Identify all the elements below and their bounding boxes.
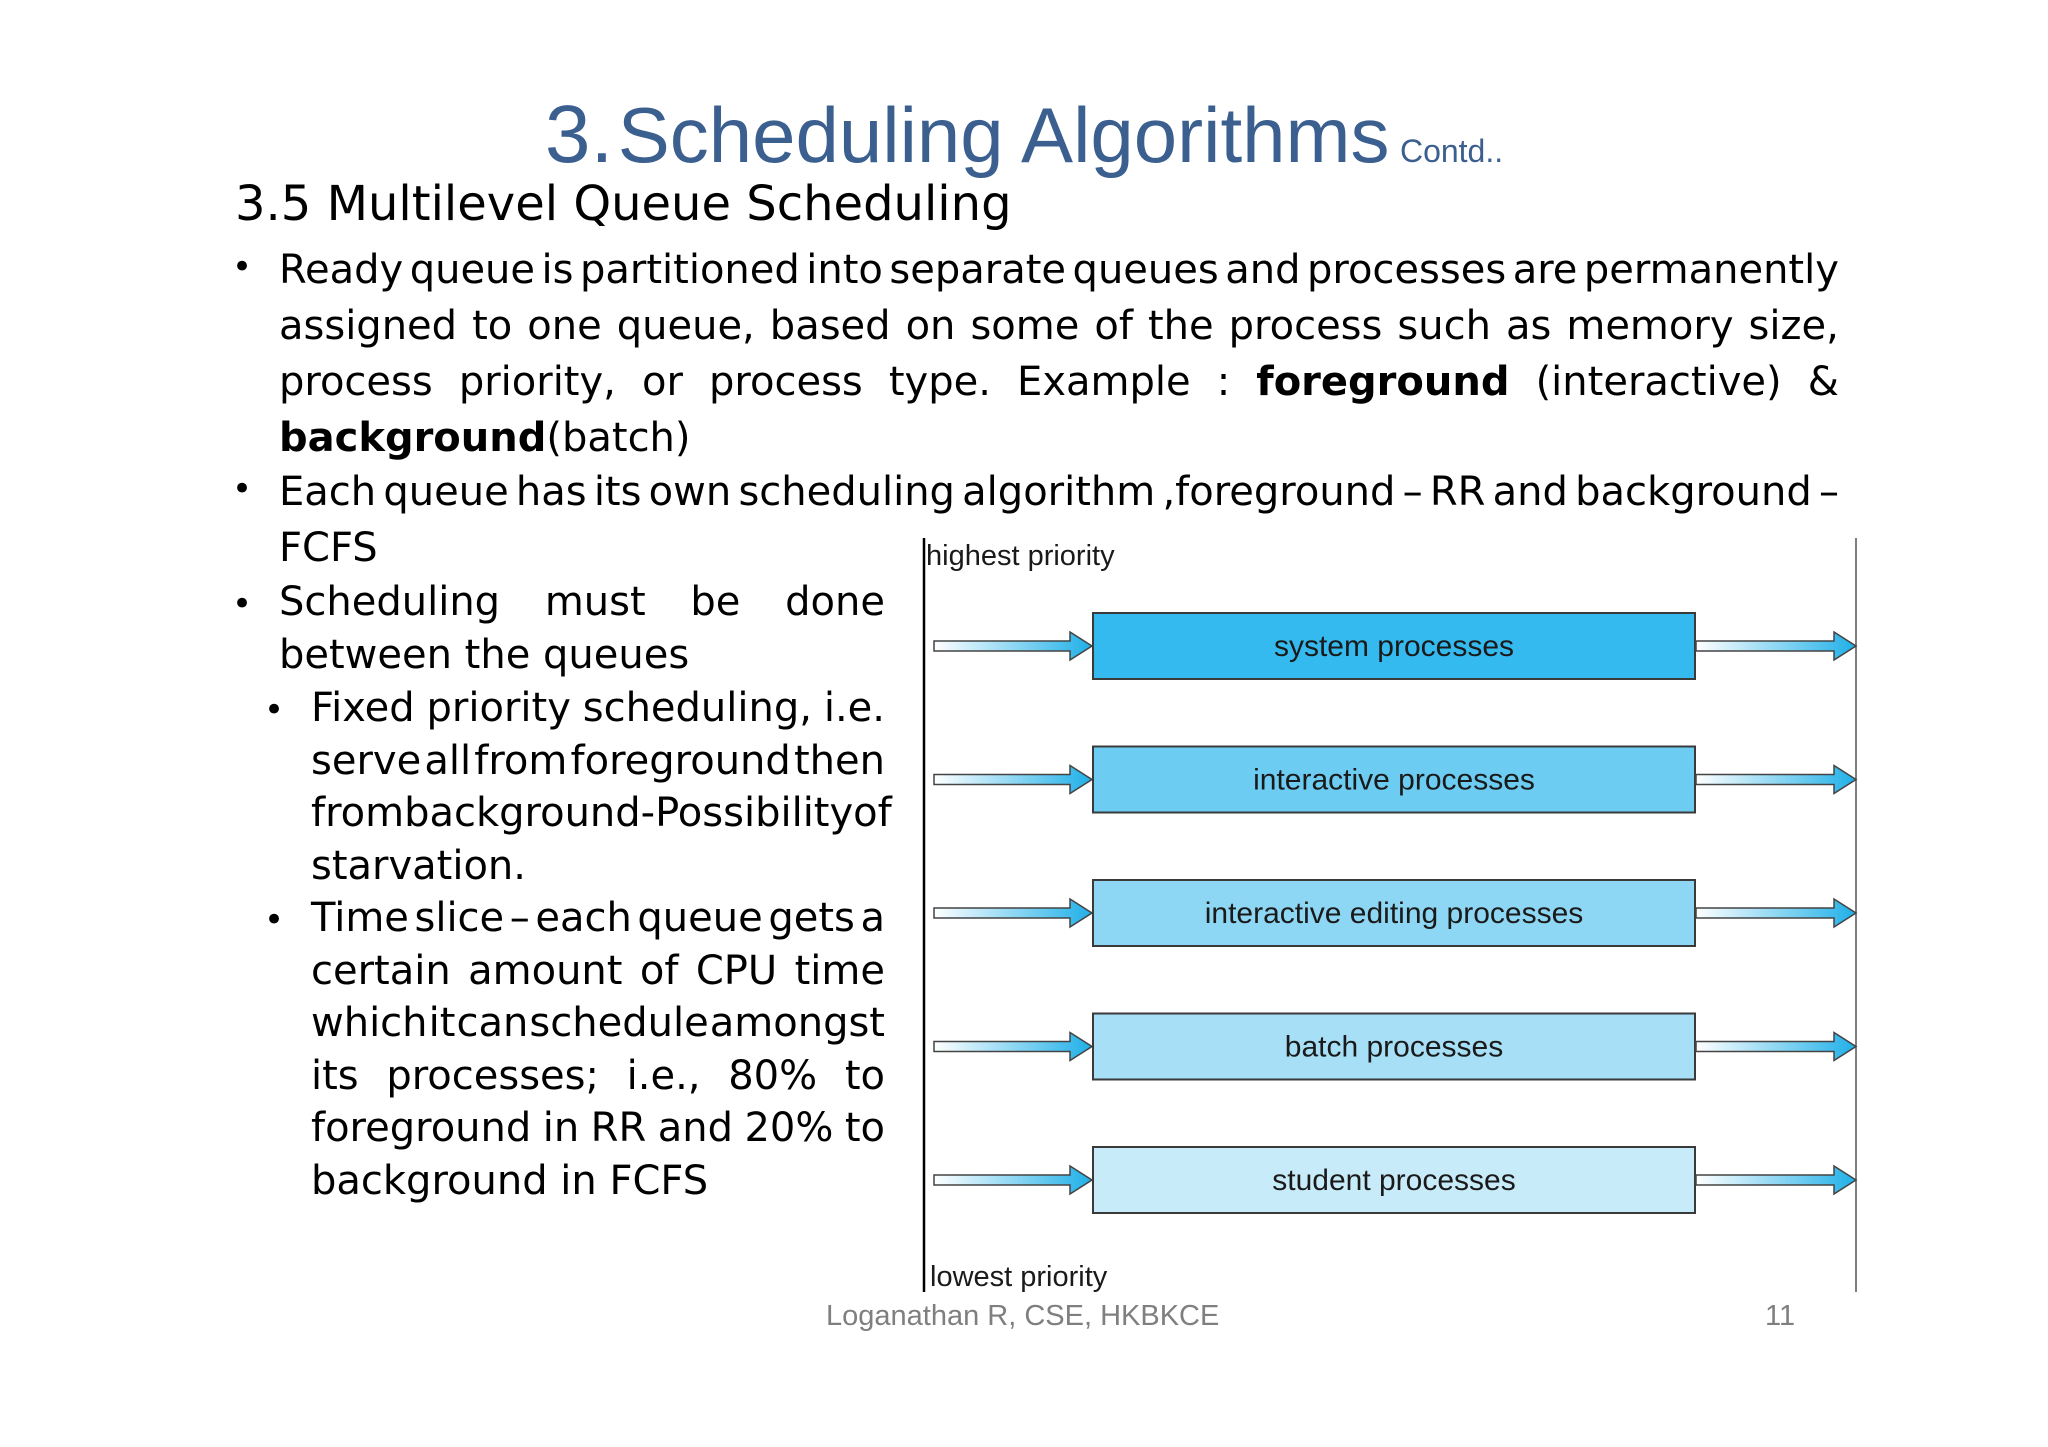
word: priority: [426, 685, 571, 731]
queue-out-arrow: [1696, 1033, 1856, 1061]
multilevel-queue-diagram: [920, 530, 1870, 1300]
queue-out-arrow: [1696, 899, 1856, 927]
sub-bullet-dot: •: [264, 690, 285, 730]
word: on: [905, 303, 956, 349]
word: to: [844, 1052, 885, 1099]
word: the: [1147, 303, 1214, 349]
section-heading: 3.5 Multilevel Queue Scheduling: [235, 176, 1012, 232]
word: amount: [468, 947, 623, 994]
word: background: [1575, 469, 1812, 515]
word: is: [541, 247, 574, 293]
bullet-dot: •: [232, 469, 253, 509]
word: –: [1402, 469, 1423, 515]
lowest-priority-label: lowest priority: [930, 1261, 1108, 1293]
word: can: [456, 1000, 529, 1046]
bullet-2-line-2-text: FCFS: [279, 525, 378, 571]
word: gets: [768, 895, 855, 941]
word: which: [311, 1000, 428, 1046]
word: it: [428, 1000, 456, 1046]
sub-bullet-2: [311, 892, 885, 1207]
word: Fixed: [311, 685, 415, 731]
word: queue,: [616, 303, 755, 349]
word: schedule: [529, 1000, 709, 1046]
sub-bullet-2-line-3: [311, 997, 885, 1050]
word: CPU: [695, 947, 778, 994]
word: one: [527, 303, 602, 349]
word: amongst: [709, 1000, 885, 1046]
word: Example: [1017, 359, 1191, 405]
word: processes: [1307, 247, 1507, 293]
sub-bullet-1-line-2: [311, 735, 885, 788]
word: Ready: [279, 247, 404, 293]
word: of: [853, 790, 892, 836]
bullet-3-line-2-text: between the queues: [279, 631, 690, 678]
queue-list: [934, 613, 1856, 1213]
word: all: [424, 737, 472, 784]
word: process: [1228, 303, 1383, 349]
slide-title: [0, 88, 2048, 182]
word: partitioned: [580, 247, 800, 293]
word: own: [648, 469, 732, 515]
word: –: [509, 895, 530, 941]
word: assigned: [279, 303, 458, 349]
queue-label: student processes: [1272, 1164, 1516, 1197]
bullet-dot: •: [232, 584, 253, 624]
bullet-3-line-1: [279, 576, 885, 629]
sub-bullet-2-line-5: [311, 1102, 885, 1155]
bullet-2-line-1: [279, 464, 1839, 520]
word: each: [535, 895, 632, 941]
word: certain: [311, 947, 451, 994]
word: its: [593, 469, 642, 515]
title-contd: Contd..: [1399, 133, 1504, 169]
word: scheduling: [738, 469, 955, 515]
title-text: Scheduling Algorithms: [617, 91, 1390, 179]
sub-bullet-dot: •: [264, 900, 285, 940]
word: serve: [311, 737, 422, 784]
word: some: [970, 303, 1080, 349]
footer-page-number: 11: [1765, 1300, 1796, 1332]
word: to: [844, 1105, 885, 1151]
queue-label: interactive processes: [1253, 763, 1535, 797]
word: into: [806, 247, 883, 293]
word: slice: [414, 895, 505, 941]
word: priority,: [458, 359, 616, 405]
queue-label: system processes: [1273, 630, 1515, 663]
title-number: 3.: [544, 89, 614, 180]
word: queues: [1072, 247, 1219, 293]
bullet-3: [279, 576, 885, 681]
highest-priority-label: highest priority: [926, 540, 1115, 572]
queue-out-arrow: [1696, 766, 1856, 794]
word: foreground: [311, 1105, 532, 1151]
word: then: [793, 737, 885, 784]
sub-bullet-2-line-6-text: background in FCFS: [311, 1157, 709, 1204]
word: must: [544, 579, 646, 625]
queue-out-arrow: [1696, 1166, 1856, 1194]
word: process: [709, 359, 863, 405]
queue-in-arrow: [934, 1166, 1092, 1194]
word: Time: [311, 895, 409, 941]
word: queue: [637, 895, 763, 941]
word: and: [1225, 247, 1301, 293]
word: –: [1818, 469, 1839, 515]
queue-in-arrow: [934, 632, 1092, 660]
word: queue: [409, 247, 536, 293]
bullet-1: [279, 242, 1839, 466]
bullet-1-line-4-rest: (batch): [546, 415, 691, 461]
word: 20%: [744, 1105, 834, 1151]
word: are: [1512, 247, 1578, 293]
word: algorithm: [962, 469, 1156, 515]
sub-bullet-1: [311, 682, 892, 892]
word: and: [1492, 469, 1568, 515]
word: (interactive): [1535, 359, 1782, 405]
word: Scheduling: [279, 579, 501, 625]
word: RR: [1429, 469, 1486, 515]
word: done: [785, 579, 885, 625]
word: of: [639, 947, 679, 994]
sub-bullet-2-line-6: [311, 1155, 885, 1208]
word: type.: [888, 359, 991, 405]
word: be: [690, 579, 741, 625]
word: ,foreground: [1162, 469, 1396, 515]
word: foreground: [570, 737, 791, 784]
word: Possibility: [655, 790, 854, 836]
word: such: [1397, 303, 1491, 349]
word: processes;: [386, 1052, 599, 1099]
bullet-1-line-1: [279, 242, 1839, 298]
footer-author: Loganathan R, CSE, HKBKCE: [826, 1300, 1220, 1332]
sub-bullet-2-line-4: [311, 1050, 885, 1103]
word: a: [860, 895, 885, 941]
bold-foreground: foreground: [1256, 359, 1510, 405]
queue-in-arrow: [934, 1033, 1092, 1061]
bullet-1-line-2: [279, 298, 1839, 354]
word: time: [794, 947, 885, 994]
word: to: [472, 303, 513, 349]
bullet-dot: •: [232, 247, 253, 287]
bold-background: background: [279, 415, 547, 461]
word: i.e.: [823, 685, 885, 731]
word: and: [657, 1105, 733, 1151]
word: permanently: [1583, 247, 1839, 293]
word: has: [515, 469, 587, 515]
bullet-1-line-4: [279, 410, 1839, 466]
word: separate: [889, 247, 1067, 293]
word: or: [642, 359, 683, 405]
word: scheduling,: [582, 685, 812, 731]
word: &: [1807, 359, 1839, 405]
sub-bullet-2-line-2: [311, 945, 885, 998]
sub-bullet-1-line-1: [311, 682, 885, 735]
sub-bullet-1-line-4: [311, 840, 885, 893]
word: process: [279, 359, 433, 405]
word: Each: [279, 469, 377, 515]
word: 80%: [728, 1052, 818, 1099]
word: as: [1505, 303, 1552, 349]
word: in: [542, 1105, 580, 1151]
queue-label: interactive editing processes: [1204, 897, 1584, 930]
word: its: [311, 1052, 359, 1099]
word: RR: [590, 1105, 647, 1151]
word: from: [311, 790, 405, 836]
word: i.e.,: [626, 1052, 701, 1099]
word: queue: [383, 469, 509, 515]
word: size,: [1748, 303, 1839, 349]
queue-in-arrow: [934, 766, 1092, 794]
bullet-1-line-3: [279, 354, 1839, 410]
word: of: [1094, 303, 1133, 349]
word: background-: [404, 790, 656, 836]
sub-bullet-1-line-4-text: starvation.: [311, 842, 526, 889]
queue-out-arrow: [1696, 632, 1856, 660]
queue-in-arrow: [934, 899, 1092, 927]
word: memory: [1566, 303, 1734, 349]
bullet-3-line-2: [279, 629, 885, 682]
sub-bullet-1-line-3: [311, 787, 892, 840]
sub-bullet-2-line-1: [311, 892, 885, 945]
queue-label: batch processes: [1284, 1030, 1504, 1064]
word: based: [769, 303, 891, 349]
word: :: [1216, 359, 1231, 405]
word: from: [474, 737, 568, 784]
